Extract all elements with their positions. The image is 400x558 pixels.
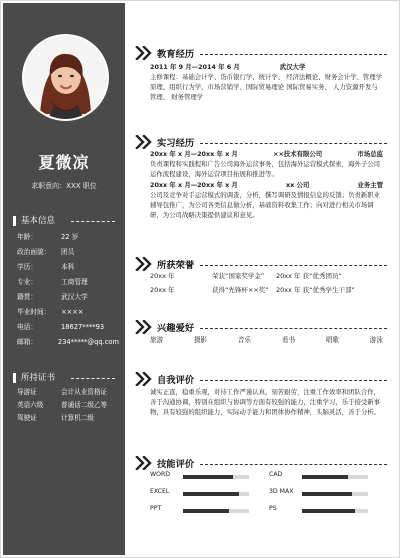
education-period: 2011 年 9 月—2014 年 6 月 xyxy=(150,63,240,71)
skill-bar xyxy=(183,509,249,513)
skill-fill xyxy=(183,492,239,496)
education-title: 教育经历 xyxy=(157,49,195,60)
double-chevron-icon xyxy=(135,46,153,60)
hobby-item: 游泳 xyxy=(369,336,383,344)
internship-description: 公司及竞争对手运营模式的调查，分析，撰写调研及情报信息的反馈；负责新职业辅导包推广，为公司各类信息做分析，基础资料收集工作；向对进行相关市场调研，为公司战略决策提供建议和意见。 xyxy=(150,191,381,219)
skill-fill xyxy=(183,509,229,513)
basic-info-title: 基本信息 xyxy=(21,216,56,226)
education-section-header xyxy=(135,45,387,61)
basic-info-key: 政治面貌： xyxy=(17,248,51,256)
certificate-item: 计算机二级 xyxy=(61,414,94,422)
skills-section-header xyxy=(135,455,387,471)
award-detail: 20xx 年 获“优秀学生干部” xyxy=(276,286,355,294)
basic-info-key: 毕业时间： xyxy=(17,308,51,316)
self-evaluation-text: 诚实正直，稳重乐观，对待工作严谨认真，刻苦耐劳，注重工作效率和团队合作，善于沟通协调，特别在组织与协调等方面有较强的能力，注重学习，乐于接受新事物，具有较强的组织能力，实际动手能力和团体协作精神，头脑灵活，善于分析。 xyxy=(150,388,381,416)
section-divider xyxy=(200,464,387,465)
skill-name: CAD xyxy=(269,471,283,478)
award-year: 20xx 年 xyxy=(150,272,175,280)
section-divider xyxy=(200,265,387,266)
education-school: 武汉大学 xyxy=(279,63,306,71)
basic-info-row xyxy=(17,275,119,290)
basic-info-row xyxy=(17,335,119,350)
hobbies-section-header xyxy=(135,319,387,335)
certificates-list xyxy=(17,386,119,425)
basic-info-value: 团员 xyxy=(61,248,75,256)
avatar xyxy=(24,36,107,119)
basic-info-value: 234*****@qq.com xyxy=(57,338,119,346)
skill-item xyxy=(269,471,387,483)
basic-info-key: 专业： xyxy=(17,278,38,286)
skill-item xyxy=(150,488,268,500)
skill-fill xyxy=(302,509,355,513)
basic-info-row xyxy=(17,260,119,275)
basic-info-value: 武汉大学 xyxy=(61,293,88,301)
candidate-name: 夏微凉 xyxy=(38,153,90,172)
basic-info-row xyxy=(17,245,119,260)
skills-title: 技能评价 xyxy=(157,459,195,470)
internship-item-header xyxy=(150,149,383,159)
internship-section-header xyxy=(135,134,387,150)
basic-info-row xyxy=(17,290,119,305)
awards-title: 所获荣誉 xyxy=(157,260,195,271)
job-intent: 求职意向：XXX 职位 xyxy=(31,182,97,190)
basic-info-row xyxy=(17,320,119,335)
basic-info-key: 邮箱： xyxy=(17,338,38,346)
basic-info-value: 工商管理 xyxy=(61,278,88,286)
award-name: 荣获“国家奖学金” xyxy=(212,272,265,280)
award-detail: 20xx 年 获“优秀团员” xyxy=(276,272,342,280)
certificate-item: 英语六级 xyxy=(17,401,44,409)
certificate-item: 普通话二级乙等 xyxy=(61,401,108,409)
skill-item xyxy=(150,505,268,517)
skill-bar xyxy=(302,492,368,496)
section-divider xyxy=(200,380,387,381)
sidebar xyxy=(3,3,125,555)
certificates-title: 所持证书 xyxy=(21,373,56,383)
basic-info-list xyxy=(17,230,119,350)
certificate-row xyxy=(17,399,119,412)
skill-name: PS xyxy=(269,505,277,512)
double-chevron-icon xyxy=(135,135,153,149)
internship-title: 实习经历 xyxy=(157,138,195,149)
section-divider xyxy=(71,378,115,379)
award-year: 20xx 年 xyxy=(150,286,175,294)
skill-item xyxy=(269,505,387,517)
hobby-item: 音乐 xyxy=(237,336,252,344)
skill-name: EXCEL xyxy=(150,488,170,495)
skill-name: 3D MAX xyxy=(269,488,294,495)
award-row xyxy=(150,283,383,297)
double-chevron-icon xyxy=(135,456,153,470)
double-chevron-icon xyxy=(135,320,153,334)
basic-info-value: 本科 xyxy=(61,263,75,271)
skill-bar xyxy=(302,509,368,513)
basic-info-section-title xyxy=(13,214,115,228)
basic-info-row xyxy=(17,305,119,320)
certificate-row xyxy=(17,412,119,425)
awards-list xyxy=(150,269,383,297)
section-divider xyxy=(71,221,115,222)
hobby-item: 看书 xyxy=(281,336,296,344)
section-divider xyxy=(200,143,387,144)
hobby-item: 摄影 xyxy=(193,336,208,344)
internship-period: 20xx 年 x 月—20xx 年 x 月 xyxy=(150,181,238,189)
skill-bar xyxy=(183,492,249,496)
main-content xyxy=(125,3,397,555)
section-divider xyxy=(200,54,387,55)
skill-item xyxy=(269,488,387,500)
basic-info-value: ×××× xyxy=(61,308,84,316)
award-row xyxy=(150,269,383,283)
hobbies-list xyxy=(150,334,383,344)
section-divider xyxy=(200,328,387,329)
certificate-item: 会计从业资格证 xyxy=(61,388,108,396)
education-courses: 主修课程：基础会计学、货币银行学、统计学、 经济法概论、财务会计学、管理学原理、组织行为学、市场营销学、国际贸易理论 国际贸易实务、 人力资源开发与管理、 财务管理学 xyxy=(150,73,383,101)
basic-info-value: 18627****93 xyxy=(61,323,105,331)
basic-info-key: 电话： xyxy=(17,323,38,331)
internship-role: 市场总监 xyxy=(357,150,383,158)
skill-fill xyxy=(183,475,233,479)
internship-company: ××技术有限公司 xyxy=(273,150,323,158)
basic-info-row xyxy=(17,230,119,245)
skill-name: PPT xyxy=(150,505,162,512)
internship-block xyxy=(150,149,383,220)
self-evaluation-section-header xyxy=(135,371,387,387)
certificate-item: 导游证 xyxy=(17,388,37,396)
certificate-row xyxy=(17,386,119,399)
hobbies-title: 兴趣爱好 xyxy=(157,323,195,334)
internship-item-header xyxy=(150,180,383,190)
award-name: 获得“先锋杯××奖” xyxy=(212,286,269,294)
internship-period: 20xx 年 x 月—20xx 年 x 月 xyxy=(150,150,238,158)
internship-company: xx 公司 xyxy=(286,181,310,189)
portrait-illustration xyxy=(24,36,107,119)
double-chevron-icon xyxy=(135,372,153,386)
skill-item xyxy=(150,471,268,483)
skill-fill xyxy=(302,492,352,496)
skill-fill xyxy=(302,475,348,479)
skill-name: WORD xyxy=(150,471,171,478)
internship-role: 业务主管 xyxy=(357,181,383,189)
hobby-item: 唱歌 xyxy=(325,336,339,344)
basic-info-key: 年龄： xyxy=(17,233,38,241)
education-block xyxy=(150,62,383,102)
certificate-item: 驾驶证 xyxy=(17,414,37,422)
skill-bar xyxy=(302,475,368,479)
hobby-item: 旅游 xyxy=(150,336,164,344)
basic-info-key: 籍贯： xyxy=(17,293,38,301)
skill-bar xyxy=(183,475,249,479)
basic-info-key: 学历： xyxy=(17,263,38,271)
certificates-section-title xyxy=(13,371,115,385)
basic-info-value: 22 岁 xyxy=(61,233,79,241)
self-evaluation-title: 自我评价 xyxy=(157,375,195,386)
education-line xyxy=(150,62,383,72)
internship-description: 负责课程和实践程和广告公司海外运营事务，包括海外运营模式探索，海外子公司运作流程建设，海外运营项目拓展和推进等。 xyxy=(150,160,381,178)
